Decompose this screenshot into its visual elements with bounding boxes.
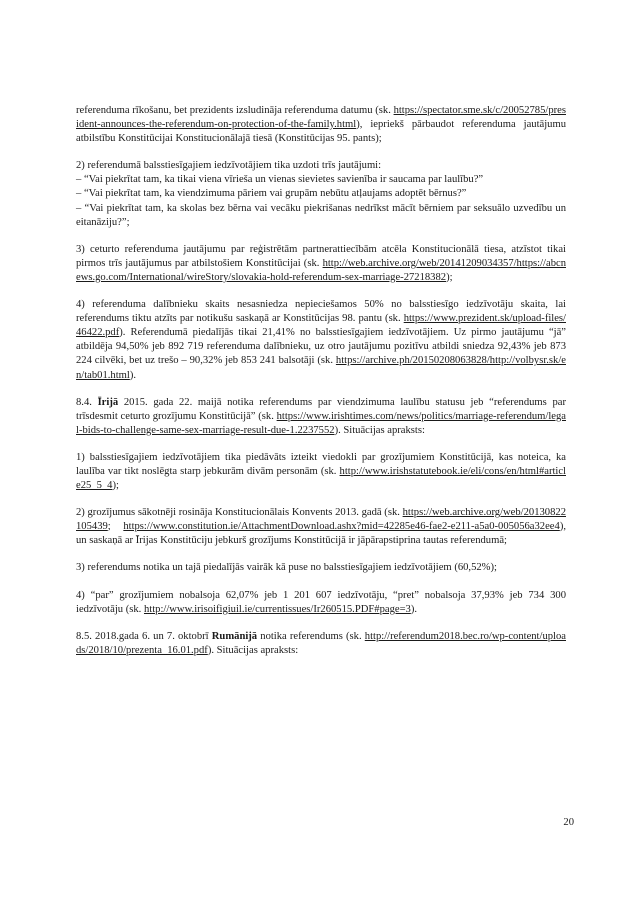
text-run: 2015. gada 22. maijā notika referendums par viendzimuma laulību statusu jeb “referendums par trīsdesmit ceturto grozījumu Konstitūcijā” (sk. [76,396,566,422]
text-run: ; [107,521,124,533]
text-run: ); [112,480,119,492]
paragraph-ireland-3: 3) referendums notika un tajā piedalījās vairāk kā puse no balsstiesīgajiem iedzīvotājiem (60,52%); [76,562,497,574]
paragraph-three-questions-intro: 2) referendumā balsstiesīgajiem iedzīvotājiem tika uzdoti trīs jautājumi: [76,160,382,172]
link-referendum2018[interactable]: http://referendum2018.bec.ro/wp-content/uploads/2018/10/prezenta_16.01.pdf [76,630,566,656]
paragraph-ireland-2 [76,506,566,548]
link-web-archive-abcnews[interactable]: http://web.archive.org/web/20141209034357/https://abcnews.go.com/International/wireStory/slovakia-hold-referendum-sex-marriage-27218382 [76,257,566,283]
paragraph-ireland-4 [76,589,566,617]
link-constitution[interactable]: https://www.constitution.ie/AttachmentDownload.ashx?mid=42285e46-fae2-e211-a5a0-005056a32ee4 [123,521,560,533]
text-run: 3) ceturto referenduma jautājumu par reģistrētām partnerattiecībām atcēla Konstitucionālā tiesa, atzīstot tikai pirmos trīs jautājumus par atbilstošiem Konstitūcijai (sk. [76,243,566,269]
paragraph-referendum-organization [76,104,566,146]
text-run: 2) grozījumus sākotnēji rosināja Konstitucionālais Konvents 2013. gadā (sk. [76,507,403,519]
text-run: ). [410,603,418,615]
country-name: Īrijā [97,396,119,408]
question-3: – “Vai piekrītat tam, ka skolas bez bērna vai vecāku piekrišanas nedrīkst mācīt bērniem par seksuālo uzvedību un eitanāziju?”; [76,202,566,228]
question-2: – “Vai piekrītat tam, ka viendzimuma pāriem vai grupām nebūtu atļaujams adoptēt bērnus?” [76,188,467,200]
text-run: ), un saskaņā ar Īrijas Konstitūciju jebkurš grozījums Konstitūcijā ir jāpārapstiprina tautas referendumā; [76,521,566,547]
text-run: ). Situācijas apraksts: [207,644,299,656]
link-irishstatutebook[interactable]: http://www.irishstatutebook.ie/eli/cons/en/html#article25_5_4 [76,465,566,492]
text-run: referenduma rīkošanu, bet prezidents izsludināja referenduma datumu (sk. [76,105,394,116]
paragraph-ireland-1 [76,451,566,493]
text-run: ). [129,369,137,381]
text-run: 4) “par” grozījumiem nobalsoja 62,07% jeb 1 201 607 iedzīvotāju, “pret” nobalsoja 37,93% jeb 734 300 iedzīvotāju (sk. [76,589,566,615]
text-run: ), iepriekš pārbaudot referenduma jautājumu atbilstību Konstitūcijai Konstitucionālajā tiesā (Konstitūcijas 95. pants); [76,119,566,145]
paragraph-participation [76,298,566,383]
text-run: ). Referendumā piedalījās tikai 21,41% no balsstiesīgajiem iedzīvotājiem. Uz pirmo jautājumu “jā” atbildēja 94,50% jeb 892 719 referenduma dalībnieku, uz otro jautājumu pozitīvu atbildi sniedza 92,43% jeb 873 224 cilvēki, bet uz trešo – 90,32% jeb 853 241 balsotāji (sk. [76,327,566,367]
link-web-archive[interactable]: https://web.archive.org/web/20130822105439 [76,507,566,533]
paragraph-ireland [76,396,566,438]
link-spectator[interactable]: https://spectator.sme.sk/c/20052785/president-announces-the-referendum-on-protection-of-the-family.html [76,105,566,131]
document-body [76,104,566,671]
text-run: ); [446,271,453,283]
page-number: 20 [563,817,574,828]
section-number: 8.5. 2018.gada 6. un 7. oktobrī [76,630,212,642]
country-name: Rumānijā [211,630,258,642]
link-archive-volbysr[interactable]: https://archive.ph/20150208063828/http://volbysr.sk/en/tab01.html [76,355,566,381]
link-irisoifigiuil[interactable]: http://www.irisoifigiuil.ie/currentissues/Ir260515.PDF#page=3 [143,603,411,615]
link-prezident[interactable]: https://www.prezident.sk/upload-files/46422.pdf [76,313,566,339]
text-run: notika referendums (sk. [257,630,365,642]
text-run: 1) balsstiesīgajiem iedzīvotājiem tika piedāvāts izteikt viedokli par grozījumiem Konstitūcijā, kas noteica, ka laulība var tikt noslēgta starp jebkurām divām personām (sk. [76,451,566,477]
question-1: – “Vai piekrītat tam, ka tikai viena vīrieša un vienas sievietes savienība ir saucama par laulību?” [76,174,484,186]
paragraph-romania [76,630,566,658]
text-run: 4) referenduma dalībnieku skaits nesasniedza nepieciešamos 50% no balsstiesīgo iedzīvotāju skaita, lai referendums tiktu atzīts par notikušu saskaņā ar Konstitūcijas 98. pantu (sk. [76,299,566,325]
text-run: ). Situācijas apraksts: [334,424,425,436]
section-number: 8.4. [76,396,98,408]
link-irishtimes[interactable]: https://www.irishtimes.com/news/politics/marriage-referendum/legal-bids-to-challenge-same-sex-marriage-result-due-1.2237552 [76,410,566,436]
paragraph-fourth-question [76,243,566,285]
